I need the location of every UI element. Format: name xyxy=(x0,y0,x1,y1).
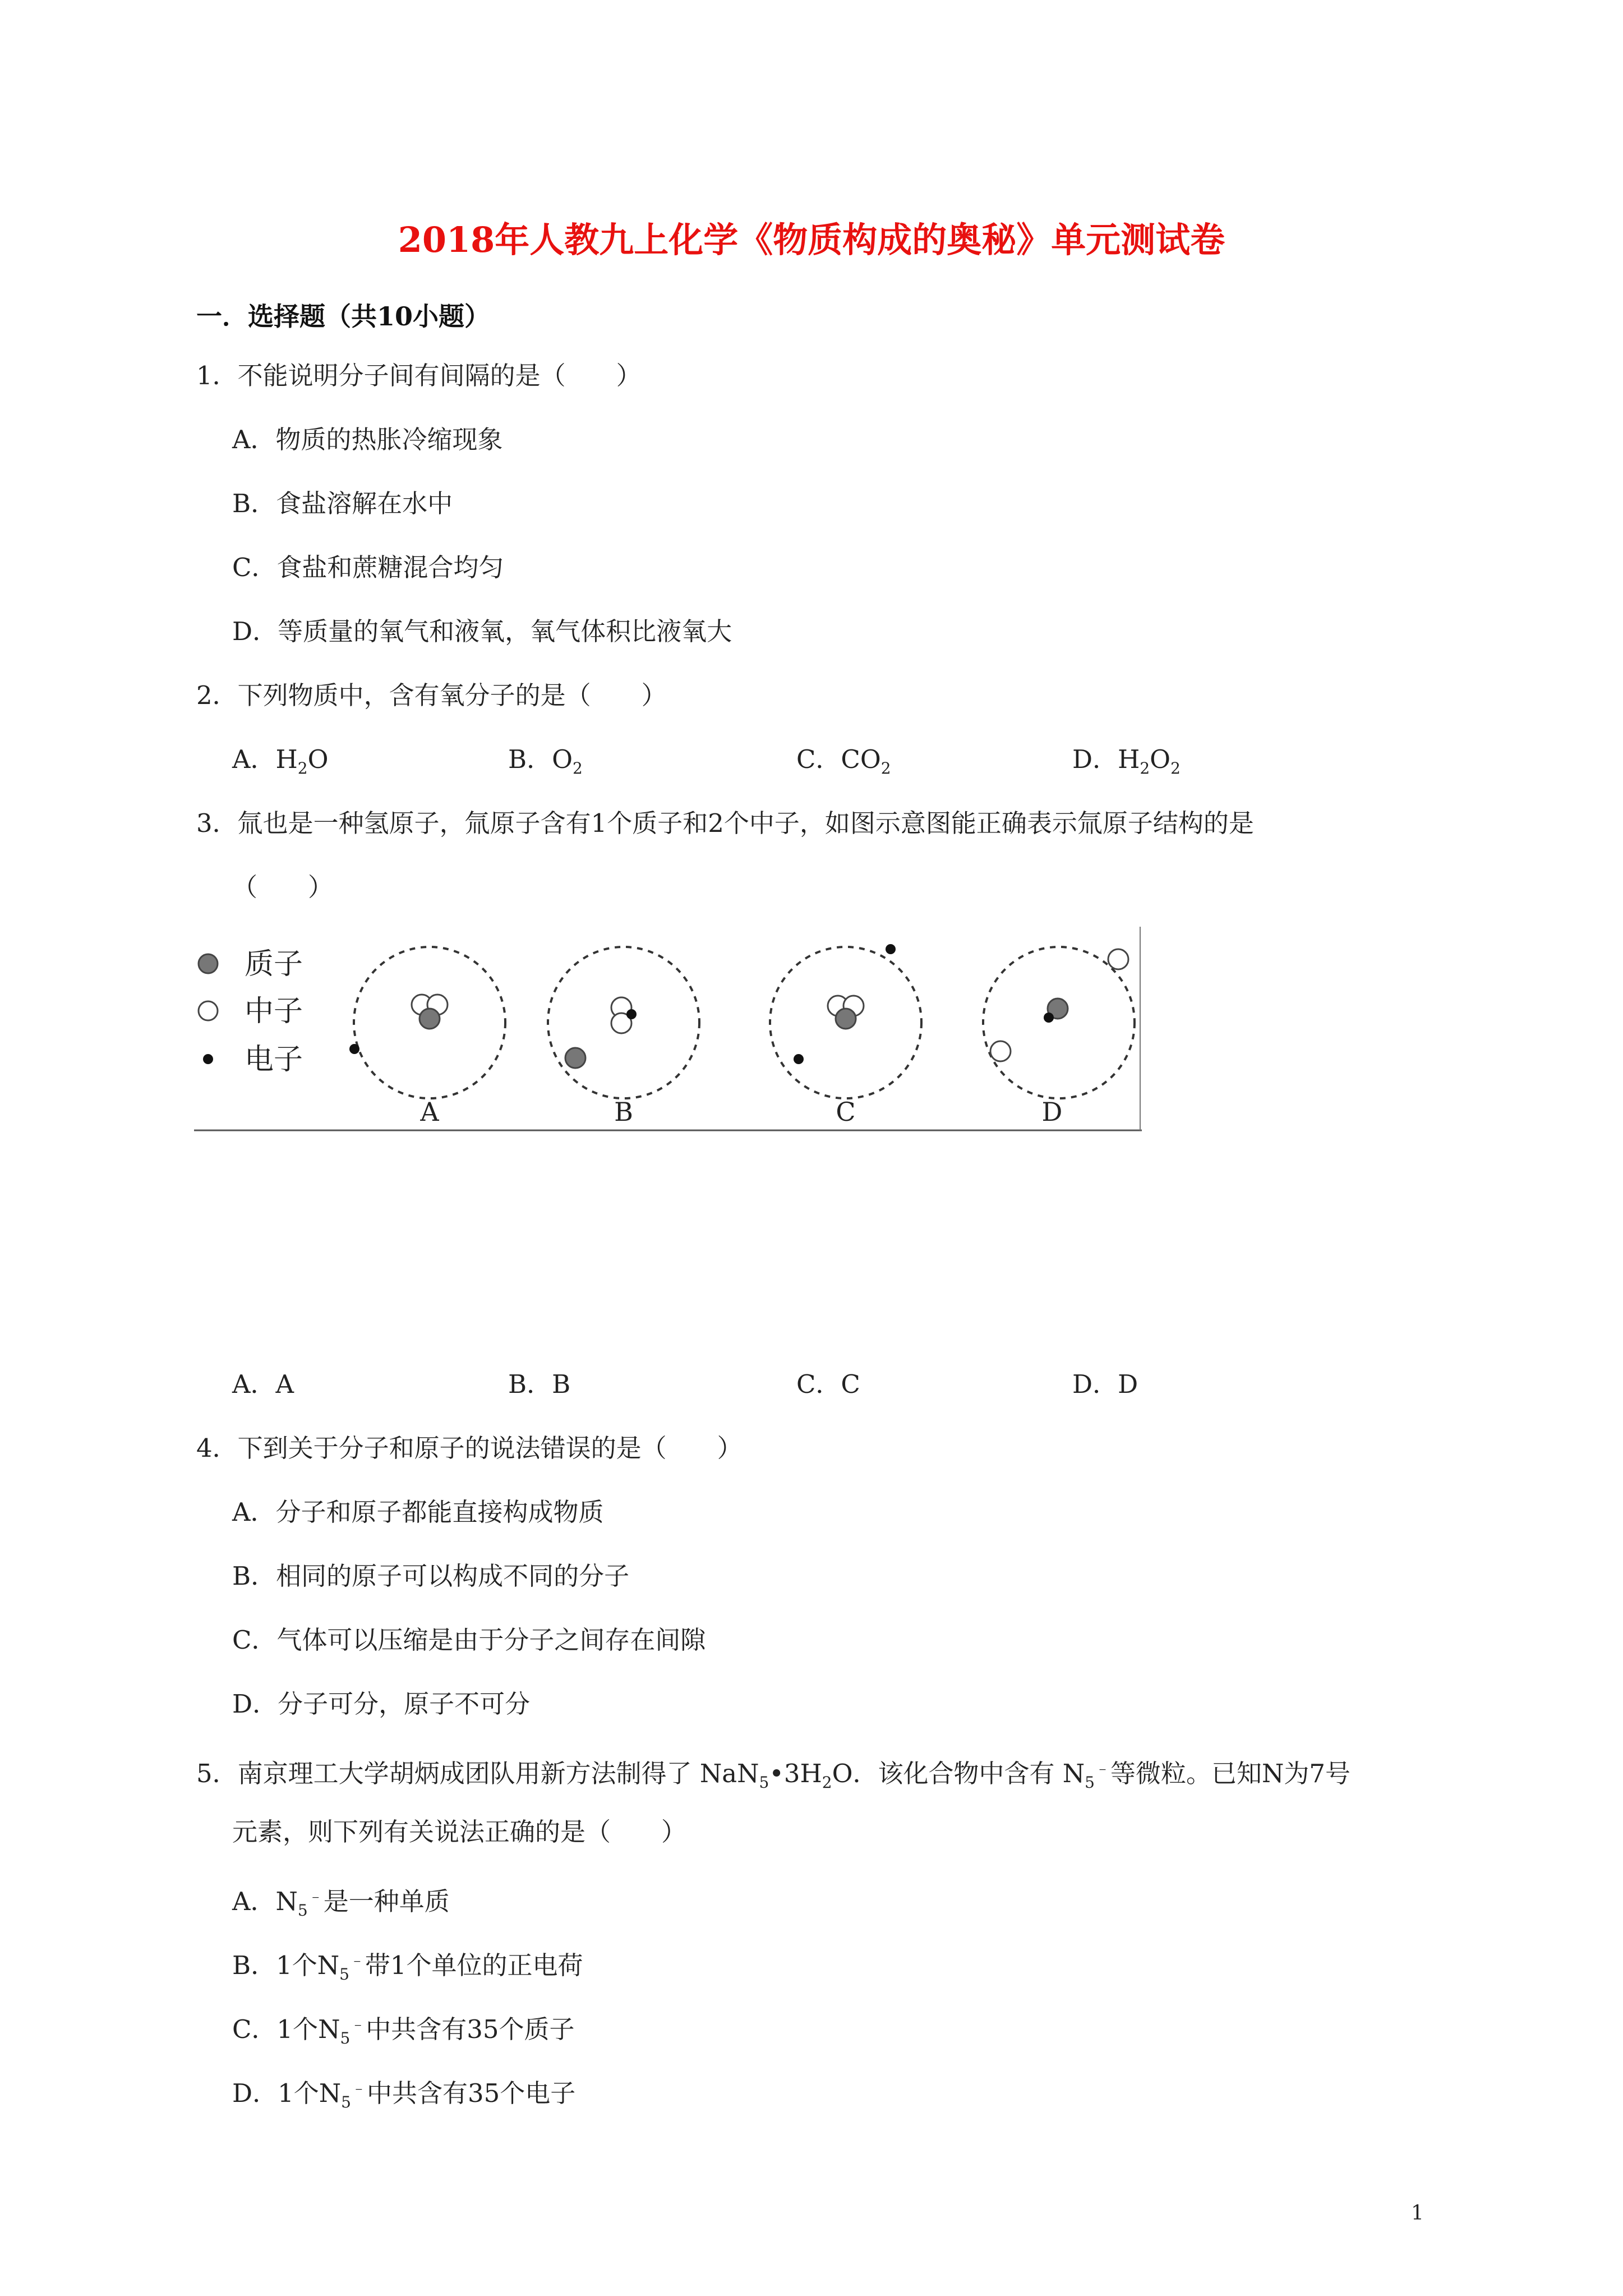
figure-label-c: C xyxy=(836,1097,856,1127)
legend-neutron-icon xyxy=(199,1001,218,1020)
q4-option-c: C．气体可以压缩是由于分子之间存在间隙 xyxy=(232,1625,706,1655)
q5-option-b: B．1个$N_5^﹣$带1个单位的正电荷 xyxy=(232,1950,583,1984)
q1-option-a: A．物质的热胀冷缩现象 xyxy=(232,425,503,454)
q1-stem: 1．不能说明分子间有间隔的是（ ） xyxy=(196,361,642,390)
q5-option-a: A．$N_5^﹣$是一种单质 xyxy=(232,1887,450,1920)
atom-diagram-b xyxy=(548,947,699,1127)
q3-option-b: B．B xyxy=(508,1369,571,1399)
q1-option-d: D．等质量的氧气和液氧，氧气体积比液氧大 xyxy=(232,616,732,646)
q4-option-d: D．分子可分，原子不可分 xyxy=(232,1689,531,1719)
atom-d-orbit xyxy=(983,947,1135,1098)
legend-proton-label: 质子 xyxy=(245,947,303,981)
q1-option-b: B．食盐溶解在水中 xyxy=(232,489,453,518)
q5-option-d: D．1个$N_5^﹣$中共含有35个电子 xyxy=(232,2078,576,2111)
legend-electron-label: 电子 xyxy=(245,1043,303,1076)
q3-stem-line1: 3．氚也是一种氢原子，氚原子含有1个质子和2个中子，如图示意图能正确表示氚原子结构的是 xyxy=(196,808,1254,838)
atom-structure-figure xyxy=(194,924,1142,1133)
atom-b-proton xyxy=(565,1048,585,1068)
legend-electron-icon xyxy=(203,1054,213,1064)
q2-option-b: B．$O_2$ xyxy=(508,744,583,777)
legend-neutron-label: 中子 xyxy=(245,995,303,1028)
section-heading: 一．选择题（共10小题） xyxy=(196,301,491,332)
atom-b-electron xyxy=(626,1009,637,1019)
q4-option-a: A．分子和原子都能直接构成物质 xyxy=(232,1497,604,1527)
atom-a-proton xyxy=(419,1009,440,1029)
atom-diagram-c xyxy=(770,944,921,1127)
q1-option-c: C．食盐和蔗糖混合均匀 xyxy=(232,553,504,582)
q2-stem: 2．下列物质中，含有氧分子的是（ ） xyxy=(196,680,667,710)
atom-c-electron xyxy=(794,1054,804,1064)
atom-d-neutron xyxy=(1108,949,1128,969)
atom-d-electron xyxy=(1044,1013,1054,1023)
q3-stem-line2: （ ） xyxy=(232,872,334,902)
atom-diagram-d xyxy=(983,947,1135,1127)
q5-stem-line2: 元素，则下列有关说法正确的是（ ） xyxy=(232,1817,687,1847)
q5-option-c: C．1个$N_5^﹣$中共含有35个质子 xyxy=(232,2014,575,2047)
q3-option-c: C．C xyxy=(796,1369,860,1399)
atom-a-electron xyxy=(349,1044,359,1054)
atom-d-neutron xyxy=(990,1041,1011,1061)
atom-c-proton xyxy=(836,1009,856,1029)
page-title: 2018年人教九上化学《物质构成的奥秘》单元测试卷 xyxy=(398,219,1225,260)
q4-option-b: B．相同的原子可以构成不同的分子 xyxy=(232,1561,630,1591)
atom-diagram-a xyxy=(349,947,505,1127)
figure-label-a: A xyxy=(420,1097,439,1127)
q2-option-d: D．$H_2O_2$ xyxy=(1072,744,1181,777)
q2-option-a: A．$H_2O$ xyxy=(232,744,329,777)
q3-option-d: D．D xyxy=(1072,1369,1138,1399)
legend-proton-icon xyxy=(199,954,218,973)
figure-label-b: B xyxy=(614,1097,633,1127)
page-number: 1 xyxy=(1411,2202,1424,2225)
atom-c-electron xyxy=(886,944,896,954)
q4-stem: 4．下到关于分子和原子的说法错误的是（ ） xyxy=(196,1433,743,1463)
figure-label-d: D xyxy=(1041,1097,1063,1127)
q3-option-a: A．A xyxy=(232,1369,294,1399)
q5-stem-line1: 5．南京理工大学胡炳成团队用新方法制得了 $NaN_5•3H_2O$．该化合物中含有 $N_5^﹣$等微粒。已知N为7号 xyxy=(196,1759,1351,1792)
q2-option-c: C．$CO_2$ xyxy=(796,744,891,777)
